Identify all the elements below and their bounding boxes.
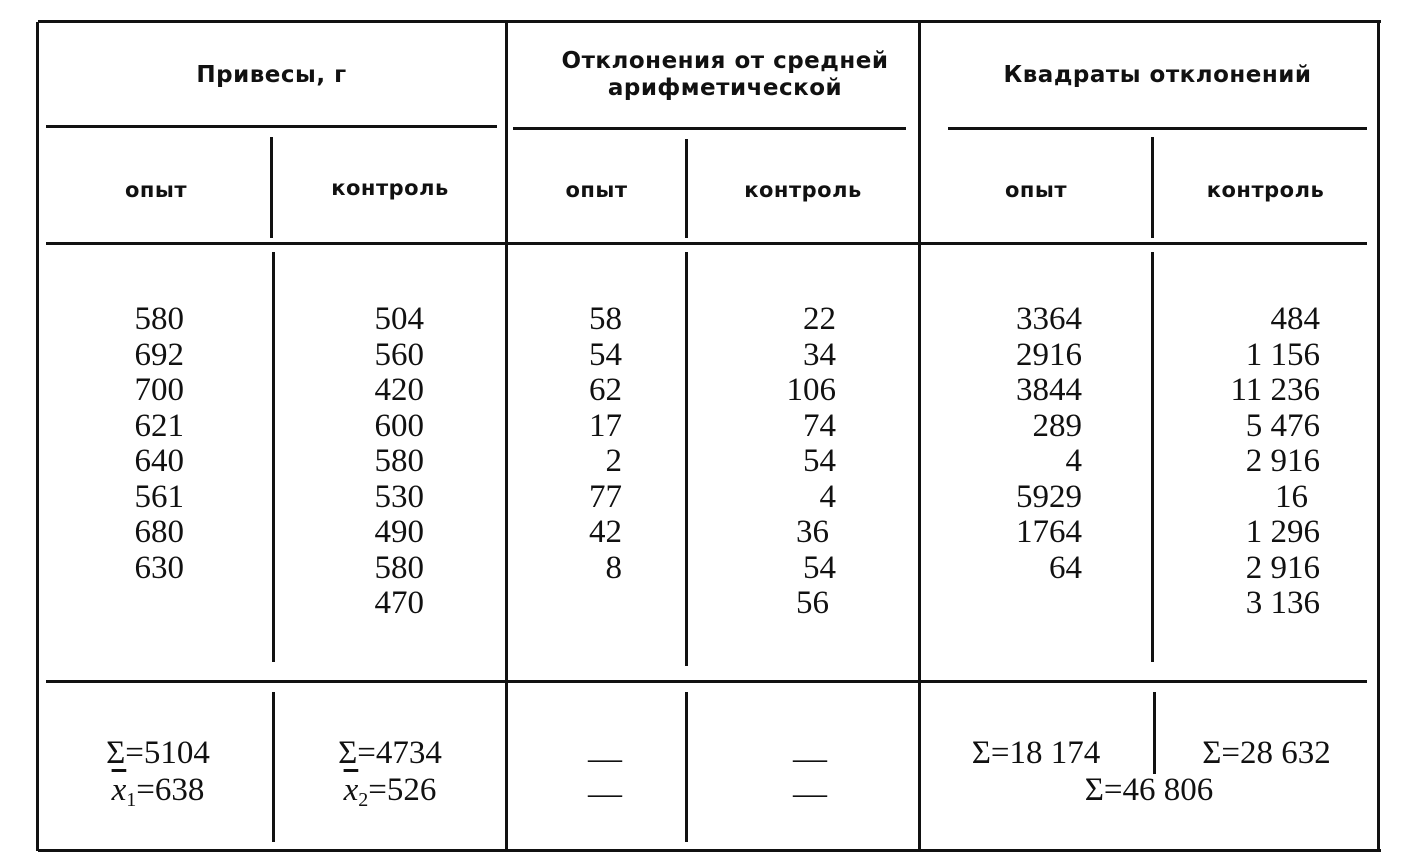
mean-value: 638 — [154, 772, 205, 808]
col-separator-gains-body — [272, 252, 275, 662]
column-dev-control — [760, 302, 836, 622]
list-item: 692 — [134, 336, 184, 373]
list-item: 58 — [589, 301, 622, 337]
sum-symbol: Σ — [971, 735, 991, 771]
list-item: 2 — [605, 443, 622, 479]
list-item: 56 — [796, 585, 829, 621]
list-item: 470 — [374, 585, 424, 621]
list-item: 580 — [134, 301, 184, 337]
list-item: 16 — [1275, 478, 1308, 515]
column-dev-experiment — [560, 302, 622, 586]
mean-symbol: $\overline{x}$ — [343, 772, 359, 808]
list-item: 420 — [374, 372, 424, 408]
subheader-sq-experiment: опыт — [1004, 178, 1068, 202]
column-gains-experiment — [100, 302, 184, 586]
list-item: 5929 — [1016, 478, 1082, 515]
list-item: 74 — [803, 407, 836, 444]
list-item: 2 916 — [1245, 549, 1320, 586]
header-deviations: Отклонения от средней арифметической — [561, 48, 889, 101]
list-item: 3364 — [1016, 301, 1082, 337]
list-item: 490 — [374, 514, 424, 550]
list-item: 5 476 — [1245, 407, 1320, 444]
list-item: 1 296 — [1245, 514, 1320, 550]
list-item: 484 — [1270, 301, 1320, 337]
total-gains-experiment-sum: Σ=5104 — [106, 735, 210, 771]
header-gains: Привесы, г — [196, 61, 347, 88]
list-item: 4 — [819, 478, 836, 515]
subheader-sq-control: контроль — [1206, 178, 1325, 202]
col-separator-sq-body — [1151, 252, 1154, 662]
list-item: 580 — [374, 549, 424, 586]
mean-symbol: $\overline{x}$ — [111, 772, 127, 808]
sum-symbol: Σ — [106, 735, 126, 771]
subheader-gains-control: контроль — [331, 175, 449, 200]
subheader-gains-experiment: опыт — [124, 178, 188, 202]
list-item: 630 — [134, 549, 184, 586]
header-underline-squares — [948, 127, 1367, 130]
list-item: 2916 — [1016, 336, 1082, 373]
mean-value: 526 — [386, 772, 437, 808]
mean-index: 2 — [358, 789, 369, 811]
sum-value: 28 632 — [1240, 735, 1331, 771]
list-item: 3844 — [1016, 372, 1082, 408]
list-item: 580 — [374, 443, 424, 479]
list-item: 62 — [589, 372, 622, 408]
table-right-border — [1377, 22, 1380, 851]
list-item: 289 — [1032, 407, 1082, 444]
list-item: 106 — [786, 372, 836, 408]
table-top-rule — [38, 20, 1381, 23]
table-left-border — [36, 22, 39, 851]
header-underline-gains — [46, 125, 497, 128]
list-item: 54 — [803, 443, 836, 479]
list-item: 530 — [374, 478, 424, 515]
dev-control-dash-2: — — [793, 775, 827, 812]
dev-experiment-dash-2: — — [588, 775, 622, 812]
total-gains-control-sum: Σ=4734 — [338, 735, 442, 771]
total-gains-control-mean: $\overline{x}2=526$ — [343, 772, 437, 811]
dev-control-dash-1: — — [793, 740, 827, 777]
list-item: 11 236 — [1230, 372, 1320, 408]
list-item: 2 916 — [1245, 443, 1320, 479]
sum-symbol: Σ — [1084, 772, 1104, 808]
list-item: 1 156 — [1245, 336, 1320, 373]
list-item: 600 — [374, 407, 424, 444]
sum-value: 46 806 — [1122, 772, 1214, 808]
table-bottom-rule — [38, 849, 1381, 852]
dev-experiment-dash-1: — — [588, 740, 622, 777]
column-sq-experiment — [990, 302, 1082, 586]
list-item: 640 — [134, 443, 184, 479]
total-sq-grand-sum: Σ=46 806 — [1084, 772, 1214, 808]
subheader-dev-experiment: опыт — [565, 178, 628, 202]
list-item: 3 136 — [1245, 585, 1320, 621]
sum-symbol: Σ — [338, 735, 358, 771]
list-item: 4 — [1065, 443, 1082, 479]
list-item: 700 — [134, 372, 184, 408]
list-item: 42 — [589, 514, 622, 550]
group-separator-2 — [918, 22, 921, 849]
list-item: 77 — [589, 478, 622, 515]
sum-symbol: Σ — [1202, 735, 1222, 771]
sum-value: 18 174 — [1009, 735, 1101, 771]
list-item: 8 — [605, 549, 622, 586]
list-item: 680 — [134, 514, 184, 550]
group-separator-1 — [505, 22, 508, 849]
totals-rule — [46, 680, 1367, 683]
header-squares: Квадраты отклонений — [1003, 61, 1312, 88]
list-item: 504 — [374, 301, 424, 337]
list-item: 621 — [134, 407, 184, 444]
list-item: 1764 — [1016, 514, 1082, 550]
subheader-dev-control: контроль — [744, 178, 862, 202]
sum-value: 4734 — [375, 735, 442, 771]
list-item: 54 — [589, 336, 622, 373]
subheader-rule — [46, 242, 1367, 245]
list-item: 34 — [803, 336, 836, 373]
col-separator-dev-total — [685, 692, 688, 842]
col-separator-dev-body — [685, 252, 688, 666]
list-item: 22 — [803, 301, 836, 337]
list-item: 560 — [374, 336, 424, 373]
mean-index: 1 — [126, 789, 137, 811]
list-item: 17 — [589, 407, 622, 444]
column-sq-control — [1195, 302, 1320, 622]
list-item: 54 — [803, 549, 836, 586]
total-gains-experiment-mean: $\overline{x}1=638$ — [111, 772, 205, 811]
header-underline-deviations — [513, 127, 906, 130]
total-sq-experiment-sum: Σ=18 174 — [971, 735, 1101, 771]
list-item: 36 — [796, 514, 829, 550]
list-item: 64 — [1049, 549, 1082, 586]
list-item: 561 — [134, 478, 184, 515]
total-sq-control-sum: Σ=28 632 — [1202, 735, 1331, 771]
column-gains-control — [340, 302, 424, 622]
sum-value: 5104 — [143, 735, 210, 771]
